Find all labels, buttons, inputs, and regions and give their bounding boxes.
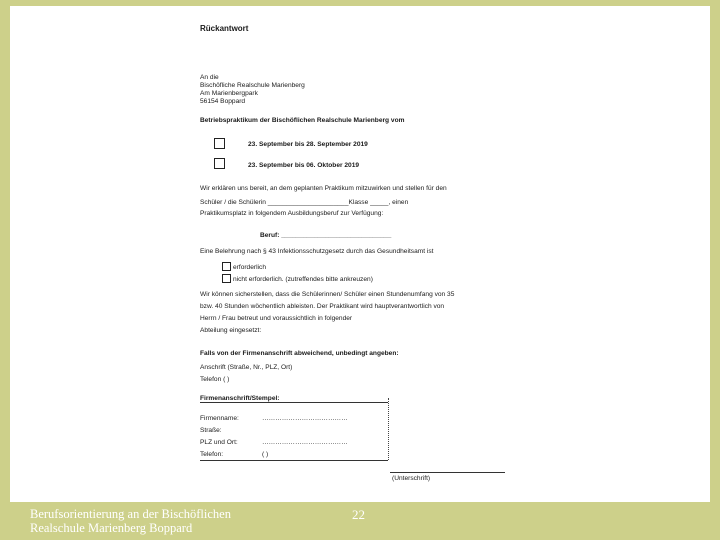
option-checkbox[interactable] — [214, 158, 225, 169]
stamp-bottom-line — [200, 460, 388, 461]
option-checkbox[interactable] — [214, 138, 225, 149]
option-label: 23. September bis 06. Oktober 2019 — [248, 162, 360, 169]
stamp-field-label: Straße: — [200, 427, 222, 434]
paragraph-line: bzw. 40 Stunden wöchentlich ableisten. Der Praktikant wird hauptverantwortlich von — [200, 303, 445, 310]
paragraph-line: Herrn / Frau betreut und voraussichtlich in folgender — [200, 315, 353, 322]
address-line: Bischöfliche Realschule Marienberg — [200, 82, 305, 89]
paragraph-line: Wir erklären uns bereit, an dem geplanten Praktikum mitzuwirken und stellen für den — [200, 185, 447, 192]
stamp-field-label: Firmenname: — [200, 415, 239, 422]
paragraph-line: Schüler / die Schülerin ______________________Klasse _____, einen — [200, 199, 409, 206]
firm-heading: Falls von der Firmenanschrift abweichend, unbedingt angeben: — [200, 350, 399, 357]
footer-caption: Berufsorientierung an der Bischöflichen Realschule Marienberg Boppard — [30, 507, 231, 535]
belehrung-checkbox[interactable] — [222, 274, 231, 283]
option-label: 23. September bis 28. September 2019 — [248, 141, 368, 148]
page-number: 22 — [352, 507, 365, 522]
belehrung-checkbox[interactable] — [222, 262, 231, 271]
stamp-right-border — [388, 398, 389, 460]
stamp-field-label: Telefon: — [200, 451, 224, 458]
address-line: An die — [200, 74, 219, 81]
form-title: Rückantwort — [200, 24, 249, 33]
address-line: Am Marienbergpark — [200, 90, 258, 97]
signature-label: (Unterschrift) — [392, 475, 431, 482]
belehrung-text: Eine Belehrung nach § 43 Infektionsschutzgesetz durch das Gesundheitsamt ist — [200, 248, 434, 255]
signature-line — [390, 472, 505, 473]
paragraph-line: Abteilung eingesetzt: — [200, 327, 262, 334]
paragraph-line: Praktikumsplatz in folgendem Ausbildungsberuf zur Verfügung: — [200, 210, 384, 217]
stamp-title: Firmenanschrift/Stempel: — [200, 395, 280, 402]
paragraph-line: Wir können sicherstellen, dass die Schülerinnen/ Schüler einen Stundenumfang von 35 — [200, 291, 455, 298]
beruf-field[interactable]: Beruf: ______________________________ — [260, 232, 392, 239]
stamp-field-value[interactable]: ………………………………… — [262, 415, 348, 422]
stamp-top-line — [200, 402, 388, 403]
stamp-field-label: PLZ und Ort: — [200, 439, 238, 446]
firm-line: Anschrift (Straße, Nr., PLZ, Ort) — [200, 364, 293, 371]
stamp-field-value[interactable]: ………………………………… — [262, 439, 348, 446]
firm-line: Telefon ( ) — [200, 376, 230, 383]
address-line: 56154 Boppard — [200, 98, 246, 105]
belehrung-option: erforderlich — [233, 264, 266, 271]
belehrung-option: nicht erforderlich. (zutreffendes bitte ankreuzen) — [233, 276, 373, 283]
internship-heading: Betriebspraktikum der Bischöflichen Realschule Marienberg vom — [200, 117, 405, 124]
stamp-field-value[interactable]: ( ) — [262, 451, 269, 458]
